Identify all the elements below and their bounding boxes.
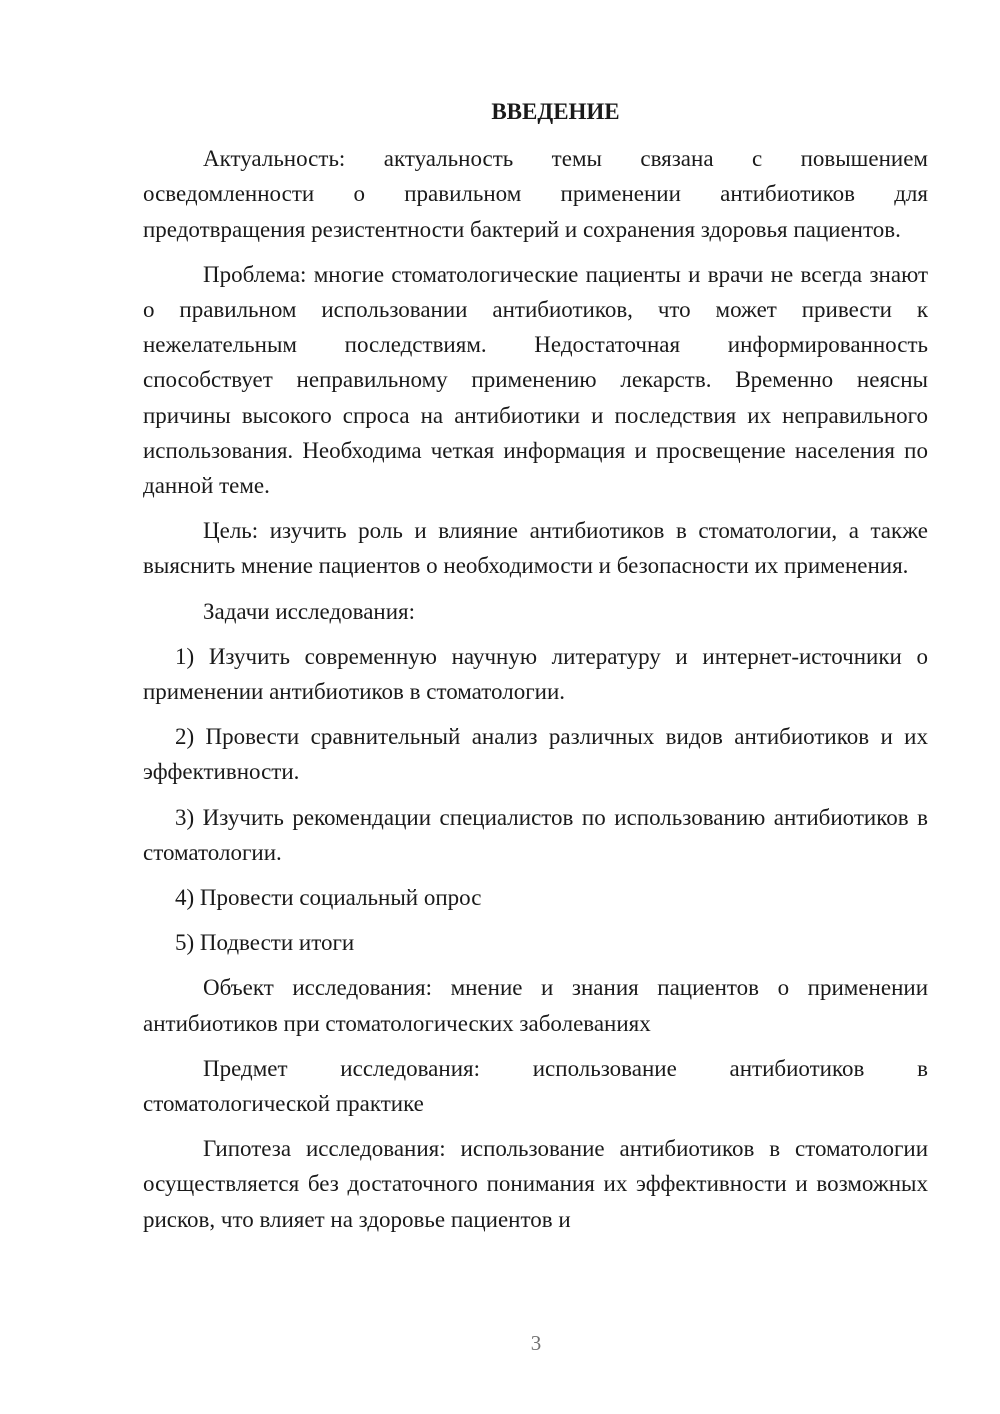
paragraph-tasks-heading: Задачи исследования: — [203, 598, 416, 624]
task-item-3: 3) Изучить рекомендации специалистов по использованию антибиотиков в стоматологии. — [143, 804, 928, 865]
paragraph-object: Объект исследования: мнение и знания пациентов о применении антибиотиков при стоматологических заболеваниях — [143, 975, 928, 1036]
task-item-4: 4) Провести социальный опрос — [175, 885, 482, 911]
paragraph-relevance: Актуальность: актуальность темы связана с повышением осведомленности о правильном применении антибиотиков для предотвращения резистентности бактерий и сохранения здоровья пациентов. — [143, 146, 928, 242]
paragraph-hypothesis: Гипотеза исследования: использование антибиотиков в стоматологии осуществляется без достаточного понимания их эффективности и возможных рисков, что влияет на здоровье пациентов и — [143, 1136, 928, 1232]
page-content — [143, 94, 928, 1247]
task-item-1: 1) Изучить современную научную литературу и интернет-источники о применении антибиотиков в стоматологии. — [143, 643, 928, 705]
paragraph-goal: Цель: изучить роль и влияние антибиотиков в стоматологии, а также выяснить мнение пациентов о необходимости и безопасности их применения. — [143, 518, 928, 579]
page-number: 3 — [530, 1331, 542, 1355]
task-item-5: 5) Подвести итоги — [175, 930, 355, 956]
task-item-2: 2) Провести сравнительный анализ различных видов антибиотиков и их эффективности. — [143, 724, 928, 785]
section-title: ВВЕДЕНИЕ — [491, 99, 620, 124]
paragraph-problem: Проблема: многие стоматологические пациенты и врачи не всегда знают о правильном использовании антибиотиков, что может привести к нежелательным последствиям. Недостаточная информированность способствует неправильному применению лекарств. Временно неясны причины высокого спроса на антибиотики и последствия их неправильного использования. Необходима четкая информация и просвещение населения по данной теме. — [143, 261, 928, 499]
paragraph-subject: Предмет исследования: использование антибиотиков в стоматологической практике — [143, 1055, 928, 1117]
